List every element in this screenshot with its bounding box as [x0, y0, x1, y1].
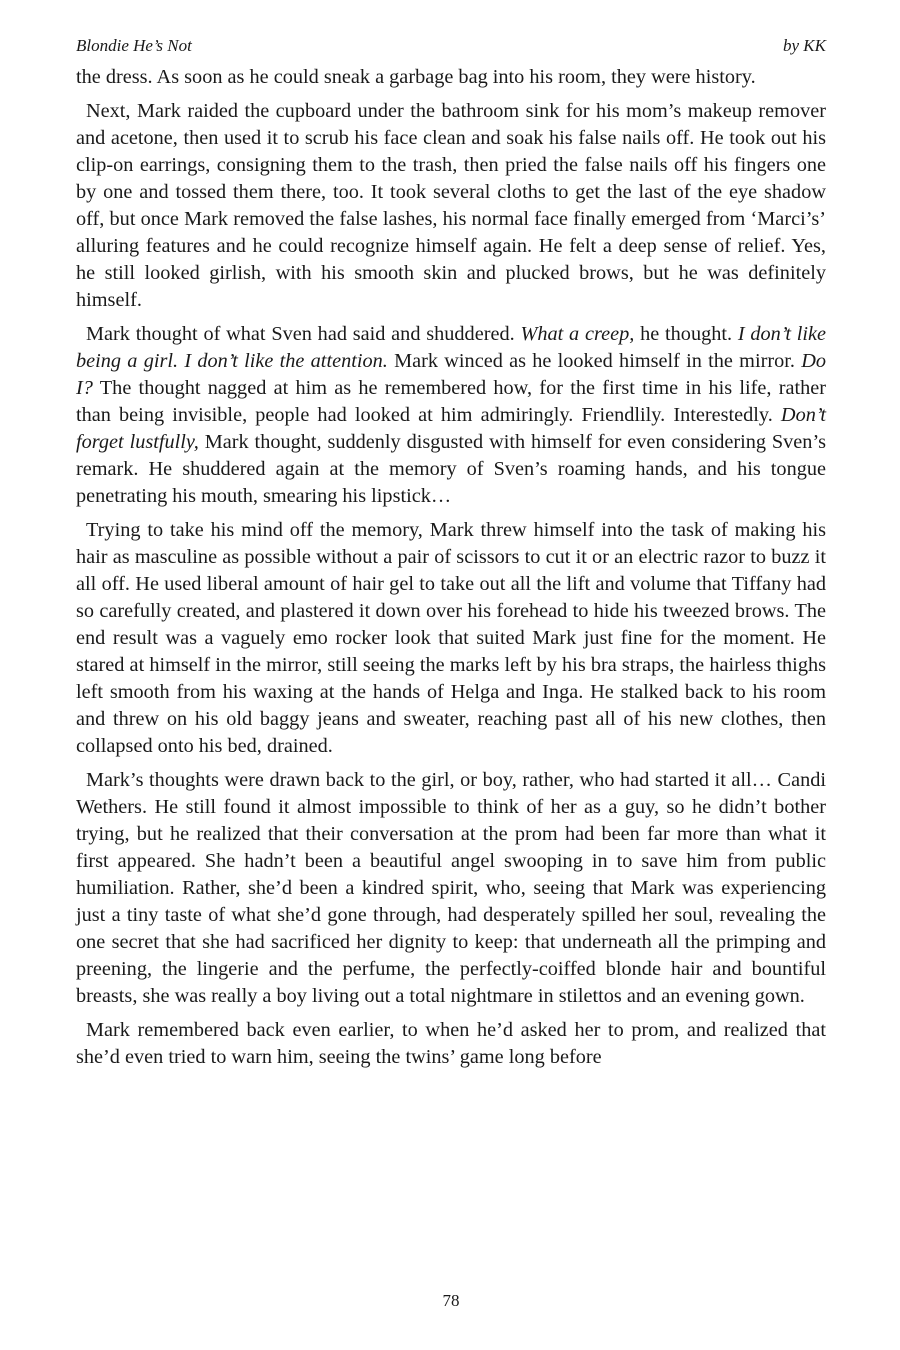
text-run: he thought. — [634, 323, 738, 345]
text-run: Mark thought, suddenly disgusted with himself for even considering Sven’s remark. He shuddered again at the memory of Sven’s roaming hands, and his tongue penetrating his mouth, smearing his lipstick… — [76, 431, 826, 507]
paragraph — [76, 64, 826, 91]
book-page — [76, 36, 826, 1316]
text-run: Mark winced as he looked himself in the mirror. — [387, 350, 802, 372]
italic-text: Do I? — [76, 350, 826, 399]
paragraph — [76, 98, 826, 314]
book-title: Blondie He’s Not — [76, 36, 192, 55]
text-run: The thought nagged at him as he remembered how, for the first time in his life, rather than being invisible, people had looked at him admiringly. Friendlily. Interestedly. — [76, 377, 826, 426]
text-run: Mark thought of what Sven had said and shuddered. — [86, 323, 521, 345]
italic-text: I don’t like being a girl. I don’t like the attention. — [76, 323, 827, 372]
text-run: Mark’s thoughts were drawn back to the girl, or boy, rather, who had started it all… Candi Wethers. He still found it almost impossible to think of her as a guy, so he didn’t bother trying, but he realized that their conversation at the prom had been far more than what it first appeared. She hadn’t been a beautiful angel swooping in to save him from public humiliation. Rather, she’d been a kindred spirit, who, seeing that Mark was experiencing just a tiny taste of what she’d gone through, had desperately spilled her soul, revealing the one secret that she had sacrificed her dignity to keep: that underneath all the primping and preening, the lingerie and the perfume, the perfectly-coiffed blonde hair and bountiful breasts, she was really a boy living out a total nightmare in stilettos and an evening gown. — [76, 769, 826, 1007]
page-number: 78 — [442, 1291, 460, 1310]
book-author: by KK — [783, 36, 826, 55]
italic-text: Don’t forget lustfully, — [76, 404, 826, 453]
text-run: Next, Mark raided the cupboard under the bathroom sink for his mom’s makeup remover and acetone, then used it to scrub his face clean and soak his false nails off. He took out his clip-on earrings, consigning them to the trash, then pried the false nails off his fingers one by one and tossed them there, too. It took several cloths to get the last of the eye shadow off, but once Mark removed the false lashes, his normal face finally emerged from ‘Marci’s’ alluring features and he could recognize himself again. He felt a deep sense of relief. Yes, he still looked girlish, with his smooth skin and plucked brows, but he was definitely himself. — [76, 100, 826, 311]
paragraph — [76, 1017, 826, 1071]
text-run: Trying to take his mind off the memory, Mark threw himself into the task of making his hair as masculine as possible without a pair of scissors to cut it or an electric razor to buzz it all off. He used liberal amount of hair gel to take out all the lift and volume that Tiffany had so carefully created, and plastered it down over his forehead to hide his tweezed brows. The end result was a vaguely emo rocker look that suited Mark just fine for the moment. He stared at himself in the mirror, still seeing the marks left by his bra straps, the hairless thighs left smooth from his waxing at the hands of Helga and Inga. He stalked back to his room and threw on his old baggy jeans and sweater, reaching past all of his new clothes, then collapsed onto his bed, drained. — [76, 519, 826, 757]
text-run: the dress. As soon as he could sneak a garbage bag into his room, they were history. — [76, 66, 756, 88]
running-header — [76, 36, 826, 56]
paragraph — [76, 321, 826, 510]
italic-text: What a creep, — [520, 323, 635, 345]
body-text — [76, 64, 826, 1071]
paragraph — [76, 767, 826, 1010]
paragraph — [76, 517, 826, 760]
text-run: Mark remembered back even earlier, to when he’d asked her to prom, and realized that she’d even tried to warn him, seeing the twins’ game long before — [76, 1019, 826, 1068]
